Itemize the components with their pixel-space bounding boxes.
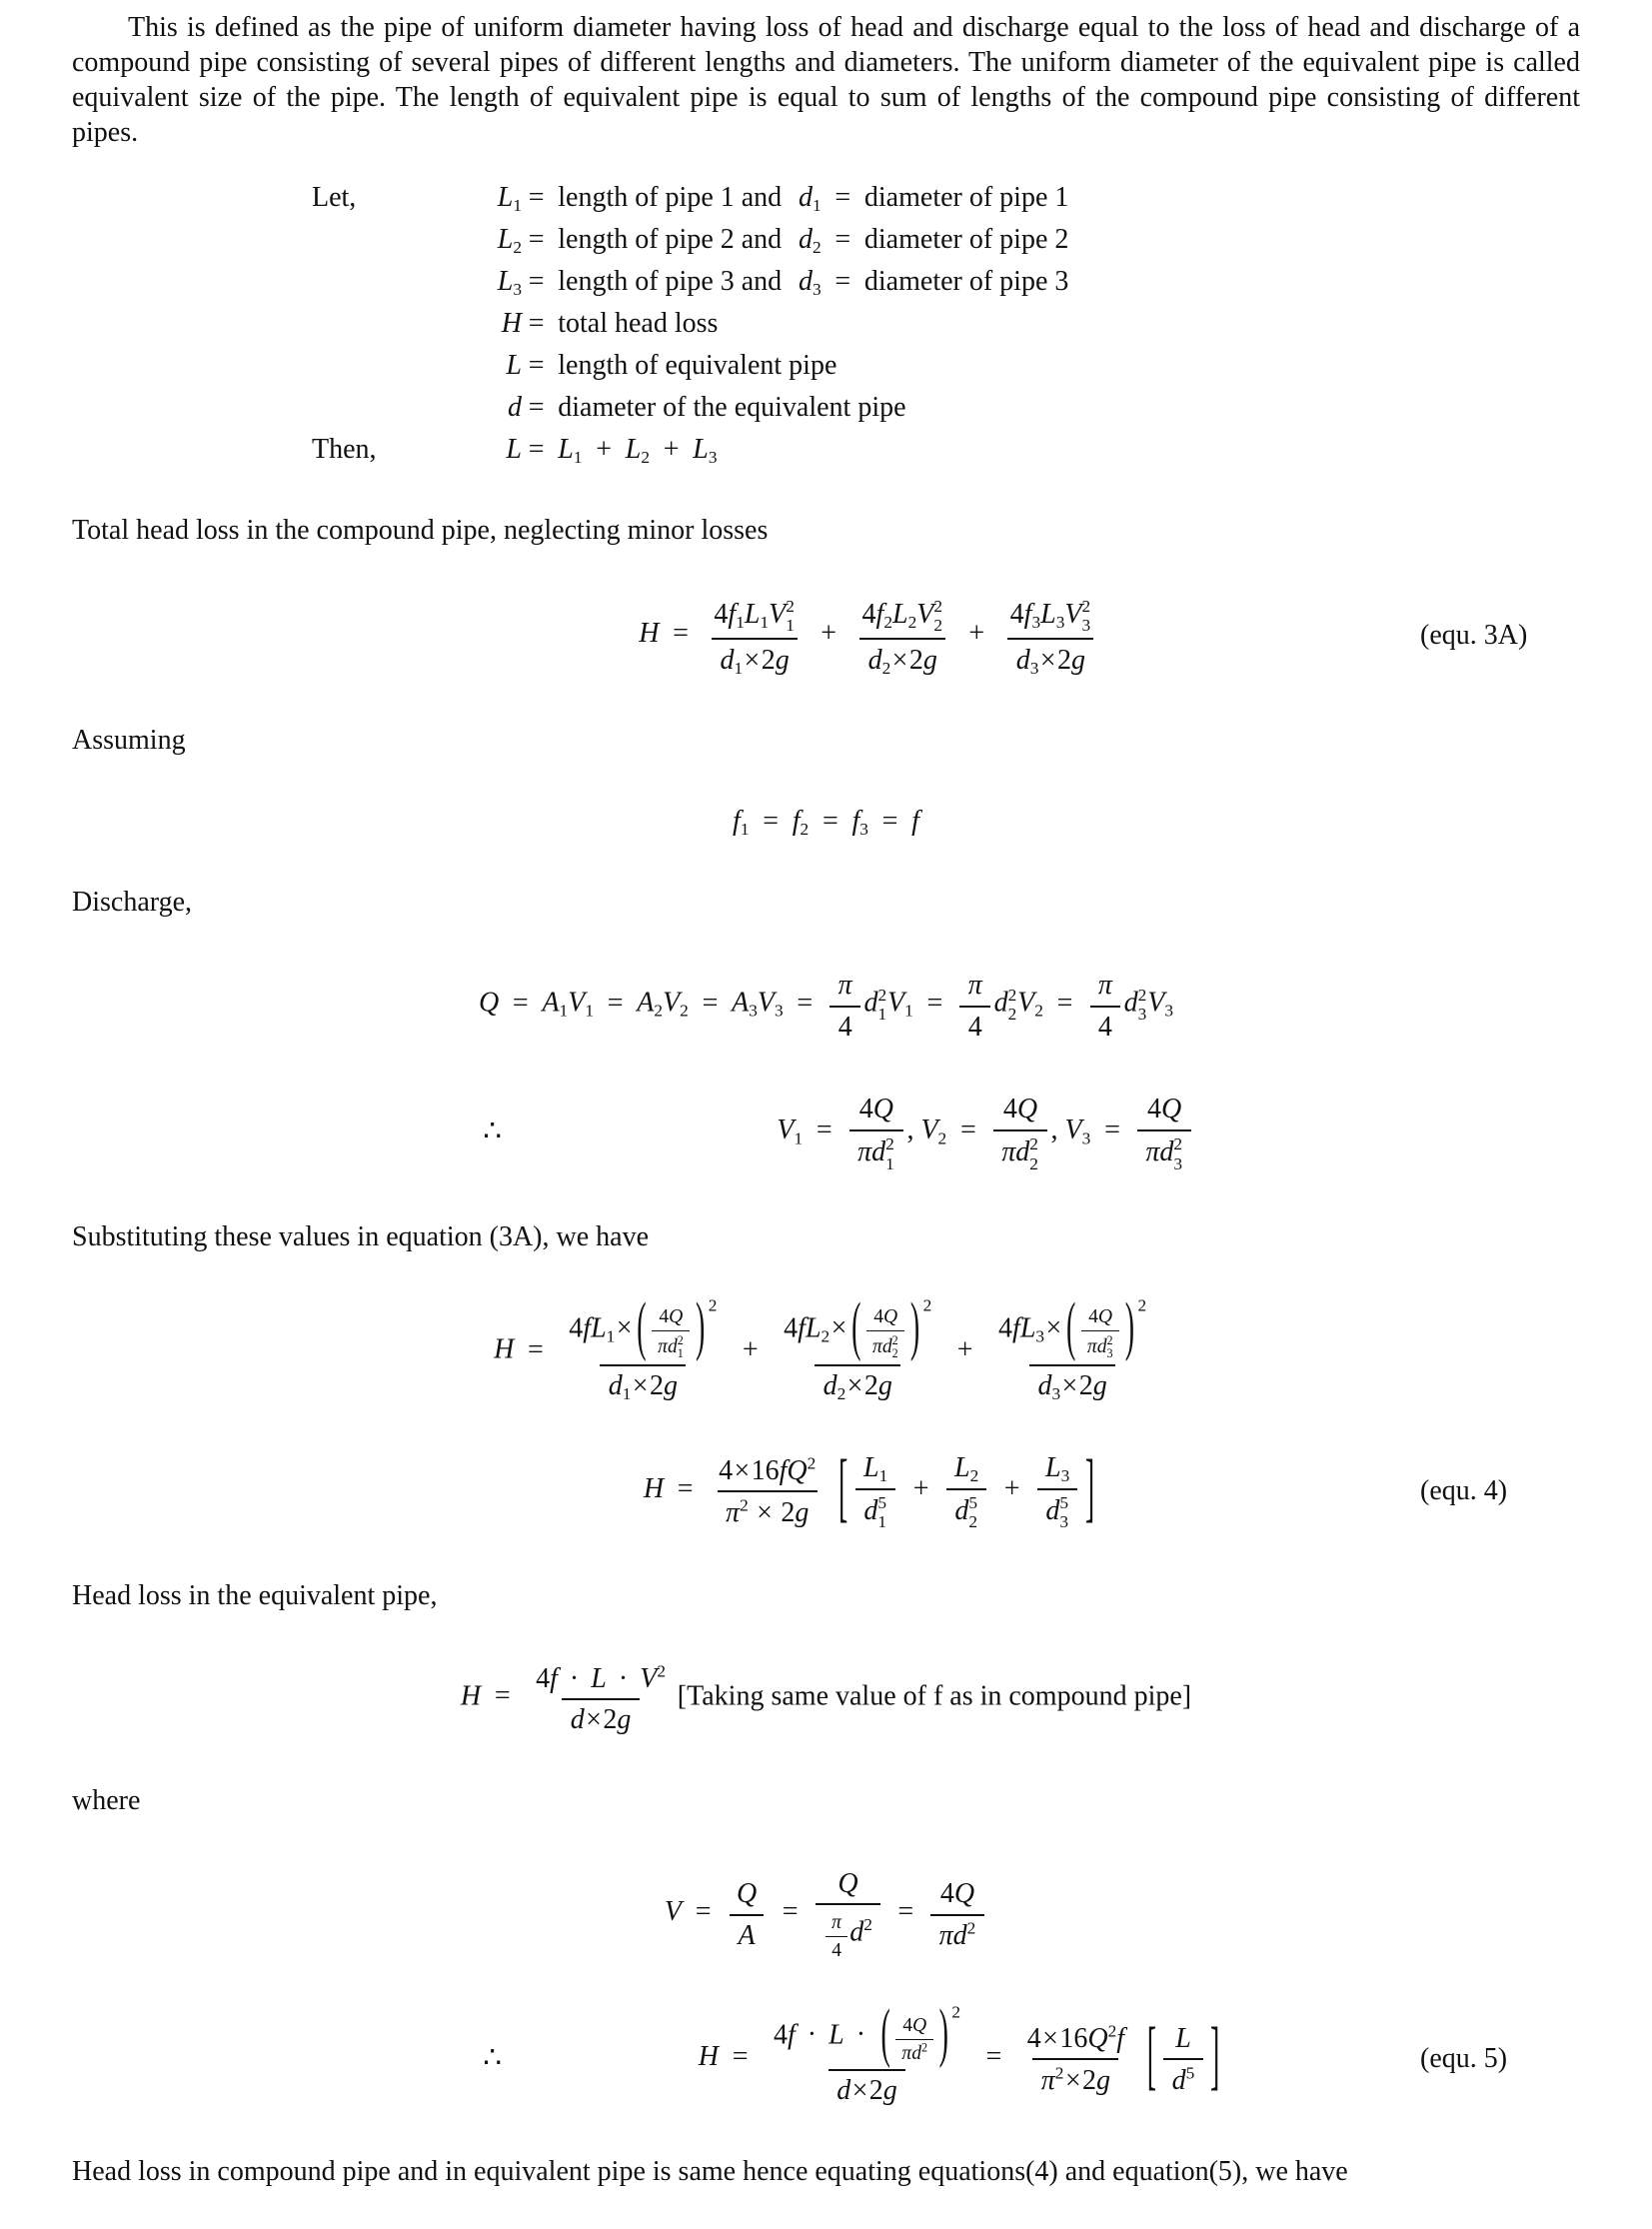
then-label: Then, bbox=[312, 434, 377, 465]
definition-row-3 bbox=[312, 264, 1580, 299]
equation-4-label: (equ. 4) bbox=[1420, 1474, 1508, 1506]
therefore-symbol: ∴ bbox=[483, 1114, 502, 1147]
equation-3a-math: H = $4f_1L_1V$ 2 1 $d_1\times 2g$ + $4f_2L_2V$ 2 2 $d_2\times 2g$ + $4f_3L_3V$ 2 3 $d_3\times 2g$ bbox=[322, 594, 1420, 677]
equation-discharge-math: $Q = A_1V_1 = A_2V_2 = A_3V_3$ = $\frac{\pi}{4}$ d 2 1 $V_1$ = $\frac{\pi}{4}$ d 2 2 $V_2$ = $\frac{\pi}{4}$ d 2 3 $V_3$ bbox=[478, 970, 1174, 1043]
let-label: Let, bbox=[312, 182, 357, 213]
equation-3a-label: (equ. 3A) bbox=[1420, 620, 1528, 652]
definition-lhs: d bbox=[508, 392, 522, 423]
definition-lhs: L bbox=[506, 350, 522, 381]
definition-rhs: = $L_1 + L_2 + L_3$ bbox=[528, 434, 718, 468]
head-loss-equivalent-text: Head loss in the equivalent pipe, bbox=[72, 1579, 438, 1611]
equation-5 bbox=[72, 1997, 1580, 2108]
definition-row-1 bbox=[312, 180, 1580, 215]
definition-row-7 bbox=[312, 432, 1580, 467]
therefore-symbol: ∴ bbox=[483, 2041, 502, 2074]
total-head-loss-text: Total head loss in the compound pipe, neglecting minor losses bbox=[72, 515, 769, 546]
where-text: where bbox=[72, 1785, 141, 1817]
assuming-text: Assuming bbox=[72, 725, 186, 757]
equation-4-math: H = $\frac{4\times 16fQ^2}{\pi^2 \times 2g}$ [ $L_1$ d 5 1 + $L_2$ d 5 2 + $L_3$ d 5 3 ] bbox=[643, 1445, 1095, 1532]
substituting-text: Substituting these values in equation (3A), we have bbox=[72, 1220, 649, 1252]
equation-velocities bbox=[72, 1091, 1580, 1173]
definition-lhs: L bbox=[506, 434, 522, 465]
definition-row-6 bbox=[312, 390, 1580, 425]
closing-paragraph: Head loss in compound pipe and in equivalent pipe is same hence equating equations(4) and equation(5), we have bbox=[72, 2155, 1348, 2187]
equation-3a bbox=[72, 594, 1580, 677]
equation-assuming-math: $f_1 = f_2 = f_3 = f$ bbox=[733, 806, 919, 840]
equation-velocity-v bbox=[72, 1864, 1580, 1963]
equation-discharge bbox=[72, 966, 1580, 1044]
definition-row-4 bbox=[312, 306, 1580, 341]
definition-rhs: = total head loss bbox=[528, 308, 719, 339]
definition-lhs: $L_2$ bbox=[497, 224, 522, 258]
definition-row-5 bbox=[312, 348, 1580, 383]
equation-assuming bbox=[72, 804, 1580, 839]
definitions-block bbox=[312, 180, 1580, 467]
definition-rhs: = length of equivalent pipe bbox=[528, 350, 837, 381]
definition-rhs: = length of pipe 3 and $d_3$ = diameter of pipe 3 bbox=[528, 266, 1069, 300]
definition-row-2 bbox=[312, 222, 1580, 257]
discharge-text: Discharge, bbox=[72, 887, 192, 919]
definition-lhs: $L_3$ bbox=[497, 266, 522, 300]
equation-4 bbox=[72, 1445, 1580, 1532]
equation-substituted bbox=[72, 1290, 1580, 1404]
definition-lhs: H bbox=[501, 308, 522, 339]
intro-paragraph: This is defined as the pipe of uniform diameter having loss of head and discharge equal to the loss of head and discharge of a compound pipe consisting of several pipes of different lengths and diameters. The uniform diameter of the equivalent pipe is called equivalent size of the pipe. The length of equivalent pipe is equal to sum of lengths of the compound pipe consisting of different pipes. bbox=[72, 12, 1580, 148]
equation-velocities-math: $V_1$ = 4Q πd 2 1 , $V_2$ = 4Q πd 2 2 , $V_3$ = 4Q πd 2 3 bbox=[502, 1091, 1470, 1173]
definition-rhs: = length of pipe 1 and $d_1$ = diameter of pipe 1 bbox=[528, 182, 1069, 216]
equation-5-math: H = 4f · L · ( $\frac{4Q}{\pi d^2}$ ) $^2$ d×2g = $\frac{4\times 16Q^2f}{\pi^2\times 2g}$ [ $\frac{L}{d^5}$ ] bbox=[698, 1997, 1220, 2107]
definition-rhs: = length of pipe 2 and $d_2$ = diameter of pipe 2 bbox=[528, 224, 1069, 258]
definition-lhs: $L_1$ bbox=[497, 182, 522, 216]
equation-substituted-math: H = $4fL_1\times$ ( 4Q πd 2 1 ) $^2$ $d_1\times 2g$ + $4fL_2\times$ ( 4Q πd 2 2 ) $^2$ $d_2\times 2g$ + $4fL_3\times$ ( 4Q πd 2 3 ) $^2$ $d_3\times 2g$ bbox=[494, 1290, 1147, 1404]
equation-equivalent-pipe-math: H = $\frac{4f \cdot L \cdot V^2}{d\times 2g}$ [Taking same value of f as in compound pipe] bbox=[460, 1661, 1192, 1736]
equation-velocity-v-math: V = $\frac{Q}{A}$ = Q $\frac{\pi}{4}$ $d^2$ = $\frac{4Q}{\pi d^2}$ bbox=[182, 1864, 1470, 1963]
equation-5-label: (equ. 5) bbox=[1420, 2042, 1508, 2074]
equation-equivalent-pipe bbox=[72, 1659, 1580, 1737]
definition-rhs: = diameter of the equivalent pipe bbox=[528, 392, 906, 423]
